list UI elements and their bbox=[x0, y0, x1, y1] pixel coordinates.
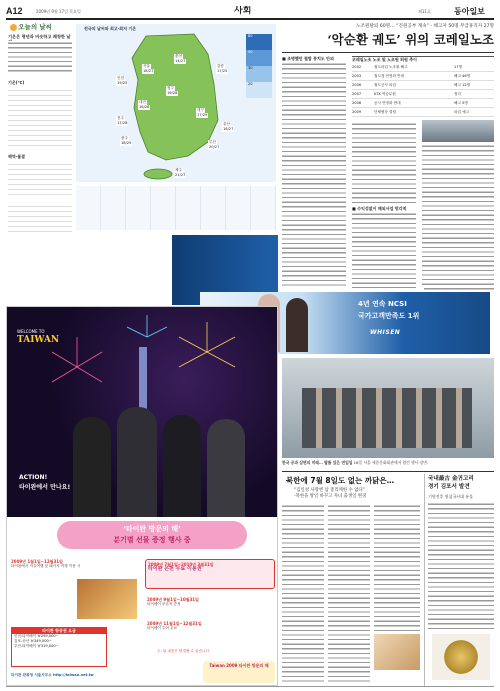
page-header bbox=[6, 6, 494, 18]
city-label-daejeon: 대전 bbox=[139, 100, 146, 104]
city-label-daegu: 대구 bbox=[197, 108, 204, 112]
table-row bbox=[352, 72, 494, 81]
map-title: 전국의 날씨와 최고·최저 기온 bbox=[84, 26, 137, 31]
table-cell-event: 철도파업 노조원 해고 bbox=[374, 65, 408, 69]
banner-line1: ‘타이완 방문의 해’ bbox=[123, 525, 181, 533]
side-body bbox=[428, 502, 494, 632]
banner-line2: 분기별 선물 증정 행사 중 bbox=[113, 536, 191, 544]
city-temp-gangneung: 17/25 bbox=[217, 69, 228, 73]
city-label-cheongju: 청주 bbox=[167, 86, 174, 90]
lower-deck2: -북한을 방일 바꾸고 자녀 출생일 변경 bbox=[294, 494, 367, 499]
city-label-jeonju: 전주 bbox=[117, 116, 124, 120]
table-row bbox=[352, 90, 494, 99]
table-cell-result: 해고 5명 bbox=[454, 101, 468, 105]
main-sub2: ■ 수익성없이 해외사업 망각적 bbox=[352, 206, 407, 211]
event-2 bbox=[145, 559, 275, 589]
side-story bbox=[428, 474, 494, 686]
city-label-gwangju: 광주 bbox=[121, 136, 128, 140]
event-4 bbox=[145, 619, 275, 641]
price-1: 인천-타이베이 ￦299,000~ bbox=[14, 634, 59, 638]
city-label-chuncheon: 춘천 bbox=[175, 54, 182, 58]
price-3: 부산-타이베이 ￦319,000~ bbox=[14, 644, 59, 648]
city-temp-jeju: 21/27 bbox=[175, 173, 186, 177]
table-cell-year: 2009 bbox=[352, 110, 362, 114]
temperature-table bbox=[8, 86, 72, 150]
table-row bbox=[352, 108, 494, 117]
main-kicker: 노조원탈퇴 60명… “진원공부 계속” - 해고자 50명 무급휴직자 27명 bbox=[356, 24, 494, 29]
ad-line2: 국가고객만족도 1위 bbox=[358, 312, 420, 320]
lower-story bbox=[282, 474, 422, 686]
performer-3 bbox=[163, 415, 201, 517]
main-body-col2b bbox=[352, 212, 416, 288]
city-temp-daejeon: 16/28 bbox=[139, 105, 150, 109]
sea-table-2 bbox=[8, 202, 72, 232]
weather-subtitle: 기온은 평년과 비슷하고 쾌청한 날 bbox=[8, 34, 71, 39]
table-cell-event: 철도공사 파업 bbox=[374, 83, 396, 87]
table-cell-event: 철도청 민영화 반대 bbox=[374, 74, 405, 78]
table-cell-event: KTX 여승무원 bbox=[374, 92, 396, 96]
weather-section bbox=[6, 22, 278, 234]
city-label-ulsan: 울산 bbox=[223, 122, 230, 126]
side-title: 국내最古 金귀고리 bbox=[428, 476, 474, 482]
weather-side-heading-2: 해역·물결 bbox=[8, 154, 25, 159]
lower-kicker: 북한에 7월 8일도 없는 까닭은… bbox=[286, 476, 395, 485]
photo-caption-title: 한국 공과 삼면의 미래… 발톱 있은 연입입 bbox=[282, 460, 353, 465]
sun-icon bbox=[10, 24, 17, 31]
issue-number: 제11호 bbox=[418, 9, 431, 14]
table-rows bbox=[352, 63, 494, 117]
main-headline: ‘악순환 궤도’ 위의 코레일노조 bbox=[327, 32, 494, 47]
weather-side-heading-1: 기온(℃) bbox=[8, 80, 25, 85]
event-table bbox=[352, 56, 494, 118]
weather-title bbox=[10, 24, 52, 33]
table-cell-result: 17명 bbox=[454, 65, 463, 69]
newspaper-logo: 동아일보 bbox=[454, 6, 485, 16]
photo-strip bbox=[282, 294, 494, 356]
main-body-col1 bbox=[282, 62, 346, 288]
lower-body-col1 bbox=[282, 504, 324, 684]
earring-photo bbox=[432, 634, 490, 680]
city-temp-chuncheon: 14/27 bbox=[175, 59, 186, 63]
lower-deck: “김일성 사망엔 삼 총리께한 수 없다” bbox=[294, 488, 365, 493]
table-cell-result: 정리 bbox=[454, 92, 461, 96]
taiwan-footer: 타이완 관광청 서울사무소 http://taiwan.net.tw bbox=[11, 673, 94, 677]
table-cell-year: 2008 bbox=[352, 101, 362, 105]
taiwan-logo: Taiwan 2009 타이완 방문의 해 bbox=[203, 661, 275, 683]
city-label-seoul: 서울 bbox=[143, 64, 150, 68]
table-cell-year: 2002 bbox=[352, 65, 362, 69]
table-cell-year: 2006 bbox=[352, 83, 362, 87]
scale-80: 80 bbox=[246, 34, 272, 50]
right-body-extra bbox=[424, 236, 494, 290]
main-sub1: ■ 조명했던 철밥 뭉치도 안외 bbox=[282, 56, 334, 61]
table-cell-result: 해고 46명 bbox=[454, 74, 471, 78]
rule-lower bbox=[282, 471, 494, 472]
city-temp-incheon: 19/25 bbox=[117, 81, 128, 85]
event-4-date: 2009년 11월1일~12월31일 bbox=[147, 621, 202, 626]
visit-year-banner bbox=[57, 521, 247, 549]
taiwan-ad bbox=[6, 306, 278, 686]
weather-heading: 오늘의 날씨 bbox=[18, 23, 52, 31]
header-rule bbox=[6, 18, 494, 20]
notice-text: 주: 위 내용은 변경될 수 있습니다 bbox=[157, 649, 210, 653]
main-photo bbox=[422, 120, 494, 142]
photo-caption bbox=[282, 460, 494, 470]
table-row bbox=[352, 81, 494, 90]
map-scale-legend bbox=[246, 34, 272, 104]
page-number: A12 bbox=[6, 6, 23, 16]
city-temp-daegu: 17/29 bbox=[197, 113, 208, 117]
weekly-forecast-strip bbox=[76, 186, 276, 230]
city-label-busan: 부산 bbox=[209, 140, 216, 144]
col-divider bbox=[424, 474, 425, 686]
photo-caption-note: 16일 서울 세종문화회관에서 열린 행사 장면. bbox=[353, 460, 429, 465]
table-cell-year: 2003 bbox=[352, 74, 362, 78]
event-3 bbox=[145, 595, 275, 617]
city-temp-cheongju: 16/28 bbox=[167, 91, 178, 95]
city-label-incheon: 인천 bbox=[117, 76, 124, 80]
main-body-col2 bbox=[352, 122, 416, 204]
scale-20: 20 bbox=[246, 82, 272, 98]
lower-body-col3 bbox=[374, 504, 420, 632]
city-temp-ulsan: 18/27 bbox=[223, 127, 234, 131]
lower-photo bbox=[282, 358, 494, 458]
ad-brand-logo: WHISEN bbox=[370, 329, 401, 336]
city-temp-gwangju: 18/29 bbox=[121, 141, 132, 145]
city-temp-seoul: 18/27 bbox=[143, 69, 154, 73]
price-2: 김포-송산 ￦349,000~ bbox=[14, 639, 52, 643]
event-4-text: 타이베이 투어 무료 bbox=[147, 626, 178, 630]
lower-illustration bbox=[374, 634, 420, 670]
event-2-date: 2009년 7월1일~2010년 3월31일 bbox=[148, 562, 214, 567]
taiwan-brand-pre: WELCOME TO bbox=[17, 329, 45, 334]
performer-2 bbox=[117, 407, 157, 517]
performer-4 bbox=[207, 419, 245, 517]
side-sub: 기원전후 원삼국시대 유물 bbox=[428, 494, 474, 499]
event-3-text: 타이베이 쿠폰북 증정 bbox=[147, 602, 181, 606]
city-label-gangneung: 강릉 bbox=[217, 64, 224, 68]
action-text: ACTION! bbox=[19, 474, 48, 481]
weather-summary-text bbox=[8, 41, 72, 75]
headline-rule bbox=[282, 52, 494, 53]
event-2-text: 타이완 온천 무료 이용권 bbox=[148, 566, 202, 572]
table-cell-event: 공사 민영화 반대 bbox=[374, 101, 401, 105]
table-row bbox=[352, 63, 494, 72]
city-temp-busan: 20/27 bbox=[209, 145, 220, 149]
table-cell-event: 단체협상 결렬 bbox=[374, 110, 396, 114]
footer-rule bbox=[6, 686, 494, 687]
taiwan-brand: TAIWAN bbox=[17, 335, 60, 345]
gift-items bbox=[77, 579, 137, 619]
section-title: 사회 bbox=[234, 6, 252, 16]
event-1-date: 2009년 1월1일~12월31일 bbox=[11, 559, 63, 564]
table-title: 코레일노조 노조 및 노조원 퇴원 추이 bbox=[352, 57, 417, 62]
table-row bbox=[352, 99, 494, 108]
date-line: 2009년 9월 17일 목요일 bbox=[36, 9, 81, 14]
scale-50: 50 bbox=[246, 50, 272, 66]
city-label-jeju: 제주 bbox=[175, 168, 182, 172]
ad-line1: 4년 연속 NCSI bbox=[358, 300, 407, 308]
table-cell-year: 2007 bbox=[352, 92, 362, 96]
city-temp-jeonju: 17/28 bbox=[117, 121, 128, 125]
performer-1 bbox=[73, 417, 111, 517]
meet-text: 타이완에서 만나요! bbox=[19, 484, 71, 491]
sea-table bbox=[8, 160, 72, 198]
lower-photo-people bbox=[302, 388, 472, 448]
price-box bbox=[11, 627, 107, 667]
weather-map bbox=[76, 24, 276, 182]
side-title2: 경기 김포서 발견 bbox=[428, 484, 470, 490]
table-cell-result: 해고 12명 bbox=[454, 83, 471, 87]
lower-body-col2 bbox=[328, 504, 370, 684]
event-1-text: 타이완에서 자유여행 및 패키지 여행 이용 시 bbox=[11, 564, 81, 568]
event-3-date: 2009년 9월1일~10월31일 bbox=[147, 597, 199, 602]
price-title: 타이완 항공권 요금 bbox=[12, 628, 106, 634]
scale-30: 30 bbox=[246, 66, 272, 82]
table-cell-result: 파업 예고 bbox=[454, 110, 470, 114]
